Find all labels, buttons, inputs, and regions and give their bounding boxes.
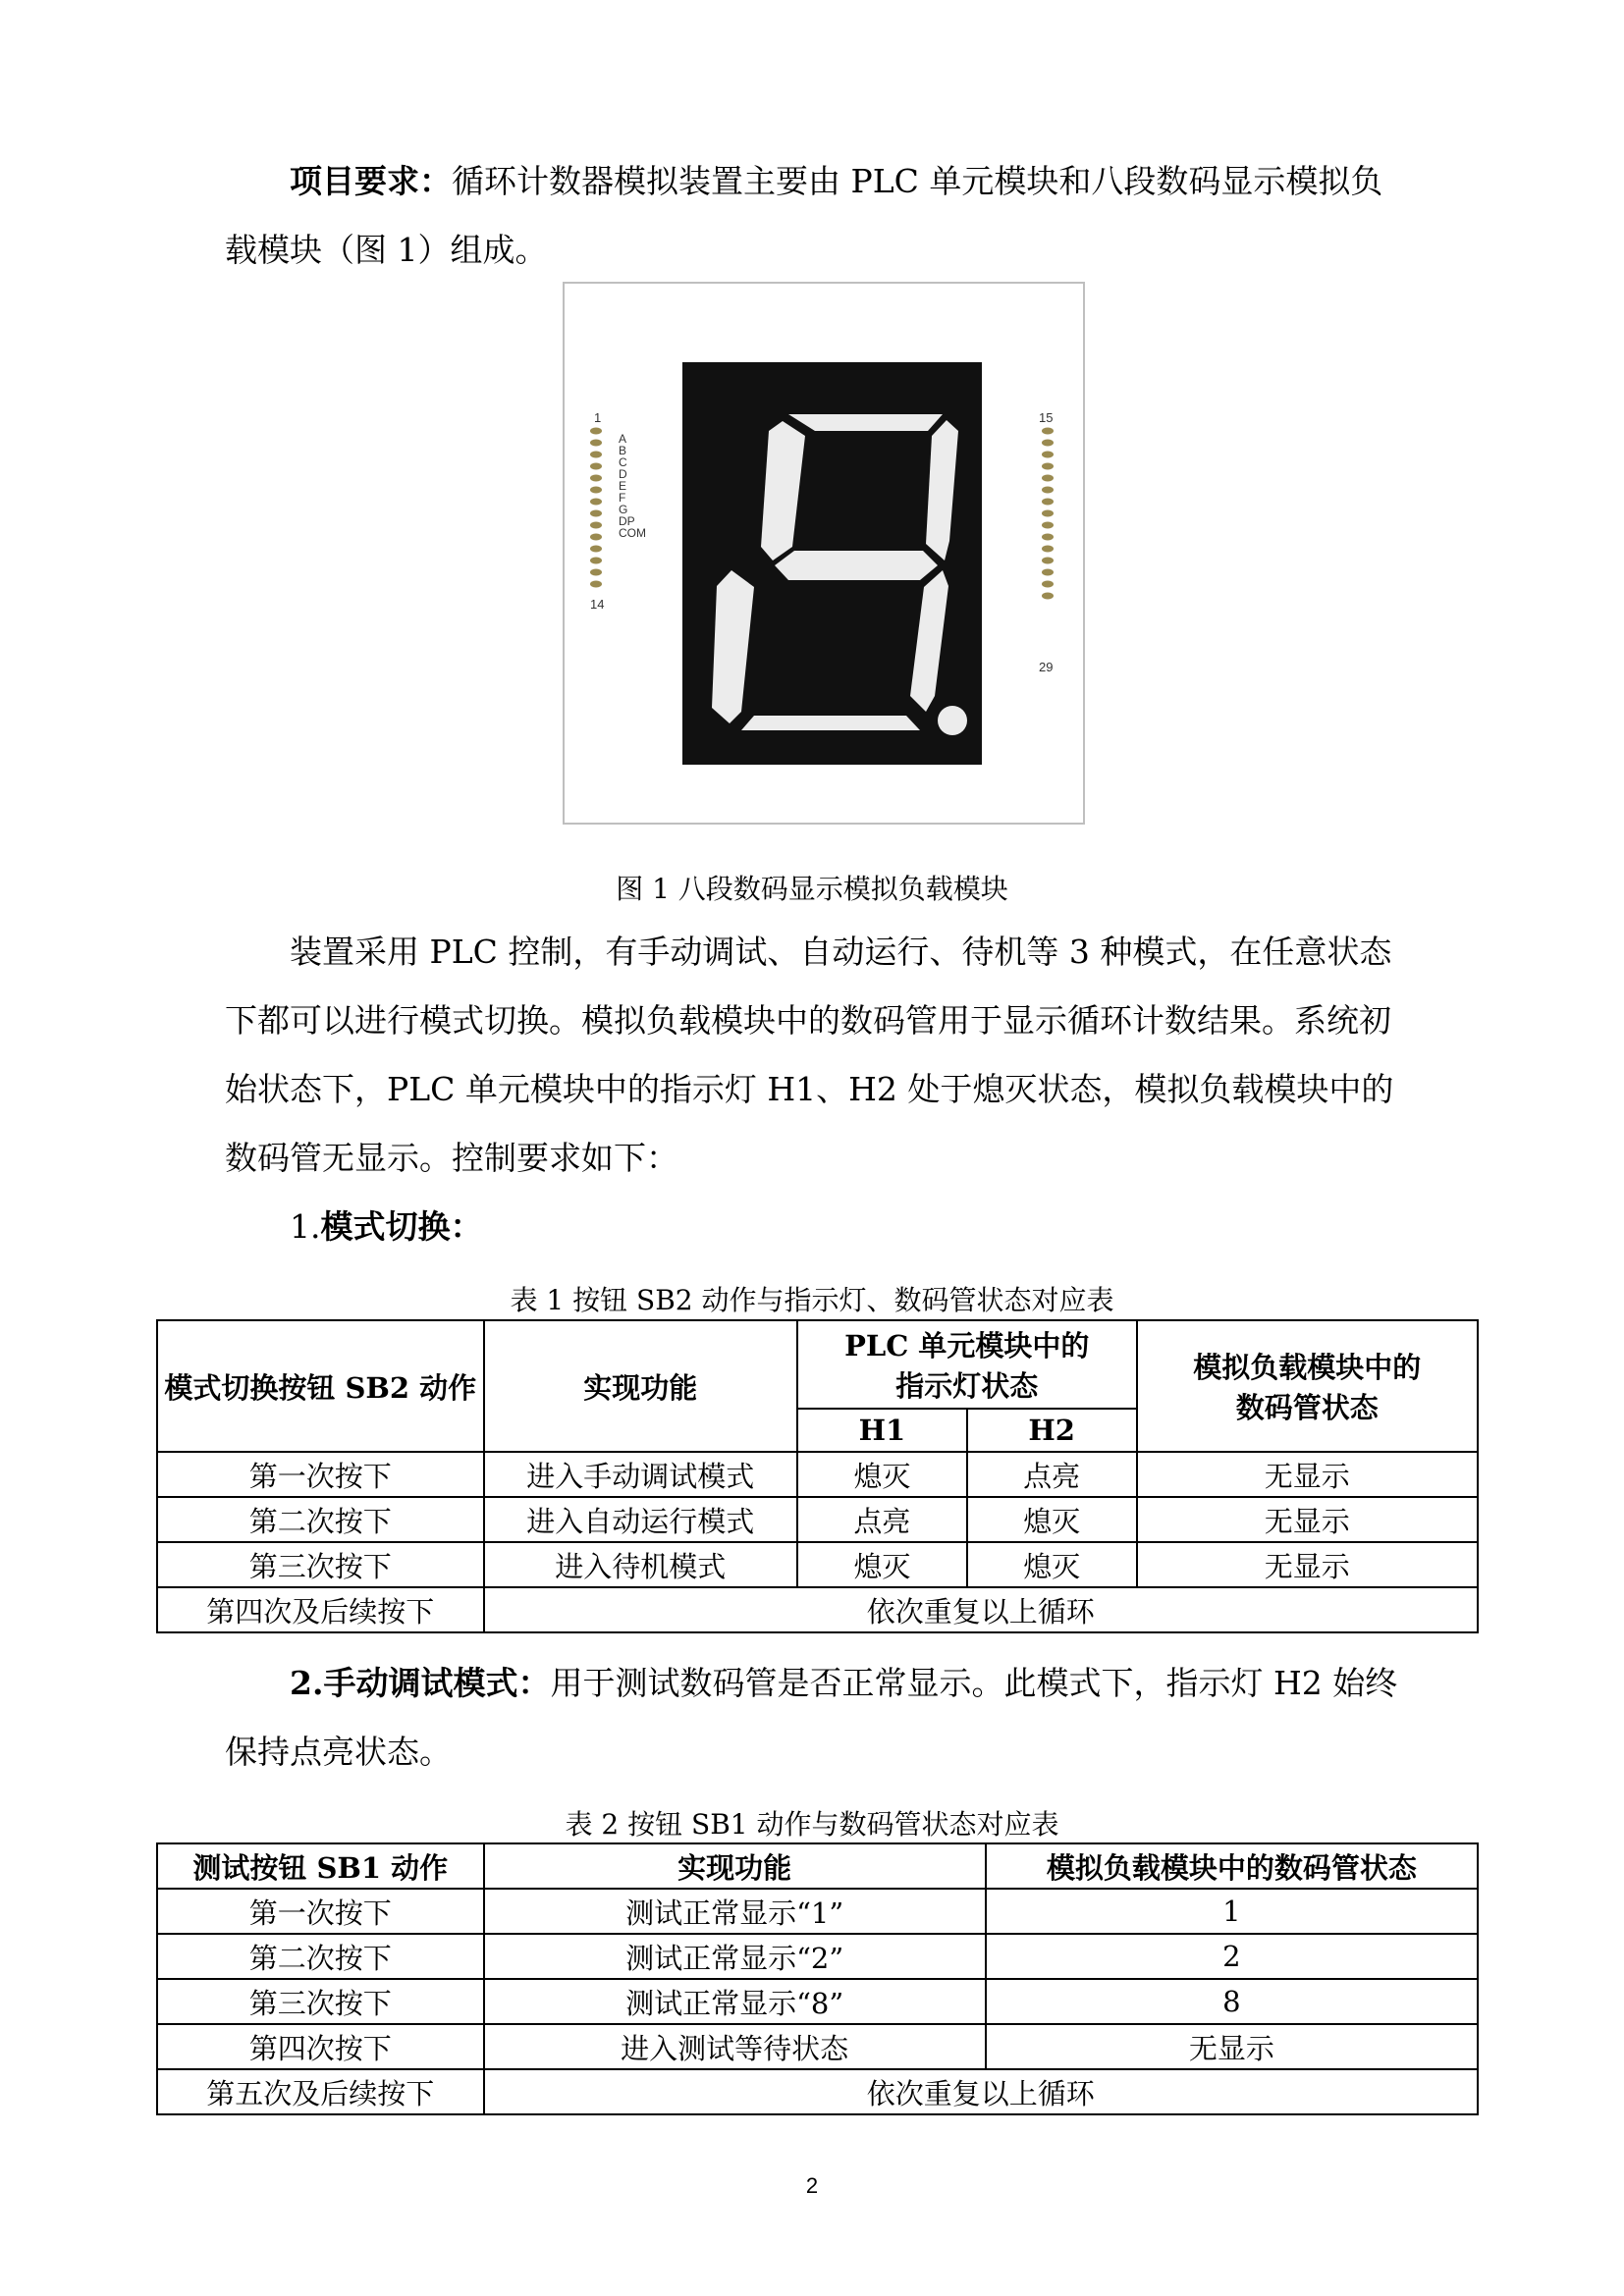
table-row: 第五次及后续按下 依次重复以上循环 <box>157 2069 1478 2114</box>
table1-header-lights: PLC 单元模块中的 指示灯状态 <box>797 1320 1137 1409</box>
table2-header-display: 模拟负载模块中的数码管状态 <box>986 1843 1478 1889</box>
section1-heading <box>225 1193 1413 1261</box>
section1-number: 1. <box>290 1207 321 1246</box>
segment-g <box>775 551 938 580</box>
intro-label: 项目要求： <box>290 162 452 200</box>
table-row: 第四次及后续按下 依次重复以上循环 <box>157 1587 1478 1632</box>
table1-header-h1: H1 <box>797 1409 967 1452</box>
table2-header-action: 测试按钮 SB1 动作 <box>157 1843 484 1889</box>
svg-text:D: D <box>619 467 627 481</box>
segment-d <box>741 716 920 730</box>
svg-text:F: F <box>619 491 626 505</box>
section1-title: 模式切换： <box>320 1207 483 1246</box>
left-pin-bottom: 14 <box>590 597 605 612</box>
paragraph-modes <box>225 918 1413 1193</box>
svg-text:G: G <box>619 503 628 516</box>
table-row: 第四次按下 进入测试等待状态 无显示 <box>157 2024 1478 2069</box>
table-row: 第二次按下 进入自动运行模式 点亮 熄灭 无显示 <box>157 1497 1478 1542</box>
table-row: 第二次按下 测试正常显示“2” 2 <box>157 1934 1478 1979</box>
right-pin-bottom: 29 <box>1039 660 1054 674</box>
svg-text:DP: DP <box>619 514 635 528</box>
figure-caption: 图 1 八段数码显示模拟负载模块 <box>616 873 1008 905</box>
table1-caption: 表 1 按钮 SB2 动作与指示灯、数码管状态对应表 <box>510 1284 1114 1316</box>
table-row: 第三次按下 进入待机模式 熄灭 熄灭 无显示 <box>157 1542 1478 1587</box>
left-pin-top: 1 <box>594 410 602 425</box>
svg-text:A: A <box>619 432 627 446</box>
intro-text: 循环计数器模拟装置主要由 PLC 单元模块和八段数码显示模拟负载模块（图 1）组成。 <box>225 162 1383 269</box>
section2-text: 用于测试数码管是否正常显示。此模式下，指示灯 H2 始终保持点亮状态。 <box>225 1664 1398 1771</box>
table-row: 第一次按下 进入手动调试模式 熄灭 点亮 无显示 <box>157 1452 1478 1497</box>
table1-header-function: 实现功能 <box>484 1320 797 1452</box>
table1-header-display: 模拟负载模块中的 数码管状态 <box>1137 1320 1478 1452</box>
figure-seven-segment-module <box>563 282 1085 825</box>
section2-paragraph <box>225 1649 1413 1787</box>
pin-labels <box>619 432 646 540</box>
table1-header-action: 模式切换按钮 SB2 动作 <box>157 1320 484 1452</box>
svg-text:E: E <box>619 479 627 493</box>
page-number: 2 <box>805 2173 819 2198</box>
right-pins <box>1042 428 1054 600</box>
table1-header-h2: H2 <box>967 1409 1137 1452</box>
left-pins <box>590 428 602 588</box>
intro-paragraph <box>225 147 1413 285</box>
section2-title: 2.手动调试模式： <box>290 1664 551 1702</box>
seven-segment-illustration <box>565 284 1083 823</box>
svg-text:COM: COM <box>619 526 646 540</box>
table2-header-function: 实现功能 <box>484 1843 986 1889</box>
table2-caption: 表 2 按钮 SB1 动作与数码管状态对应表 <box>565 1808 1059 1841</box>
svg-text:B: B <box>619 444 627 457</box>
table1 <box>156 1319 1479 1633</box>
table-row: 第一次按下 测试正常显示“1” 1 <box>157 1889 1478 1934</box>
right-pin-top: 15 <box>1039 410 1054 425</box>
decimal-point <box>938 706 967 735</box>
paragraph-modes-text: 装置采用 PLC 控制，有手动调试、自动运行、待机等 3 种模式，在任意状态下都可以进行模式切换。模拟负载模块中的数码管用于显示循环计数结果。系统初始状态下，PLC 单元模块中的指示灯 H1、H2 处于熄灭状态，模拟负载模块中的数码管无显示。控制要求如下： <box>225 933 1394 1177</box>
svg-text:C: C <box>619 455 627 469</box>
table-row: 第三次按下 测试正常显示“8” 8 <box>157 1979 1478 2024</box>
segment-a <box>788 414 943 431</box>
table2 <box>156 1842 1479 2115</box>
